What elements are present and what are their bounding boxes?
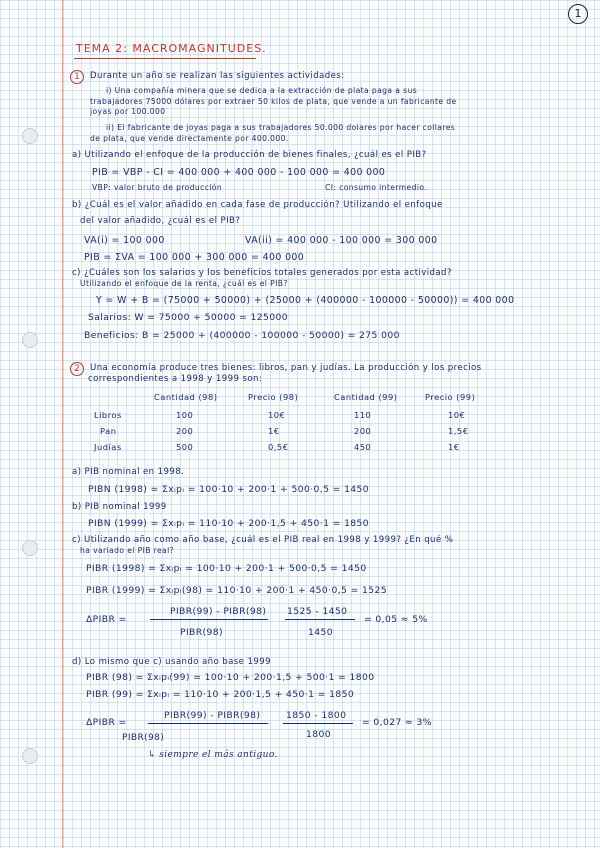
ex1-c-profits: Beneficios: B = 25000 + (400000 - 100000 - 50000) = 275 000 (84, 330, 400, 341)
table-cell: 450 (354, 442, 372, 452)
ex1-a-formula: PIB = VBP - CI = 400 000 + 400 000 - 100 000 = 400 000 (92, 167, 386, 178)
binder-hole (22, 128, 38, 144)
table-header: Cantidad (98) (154, 392, 218, 402)
table-cell: 0,5€ (268, 442, 289, 452)
ex2-a-formula: PIBN (1998) = Σxᵢpᵢ = 100·10 + 200·1 + 500·0,5 = 1450 (88, 484, 370, 495)
ex1-intro: Durante un año se realizan las siguientes actividades: (90, 71, 345, 81)
table-cell: 10€ (448, 410, 466, 420)
table-cell: 500 (176, 442, 194, 452)
ex2-c-growth-numerator-values: 1525 - 1450 (287, 606, 348, 617)
fraction-bar (148, 723, 268, 724)
table-row-label: Libros (94, 410, 122, 420)
table-cell: 10€ (268, 410, 286, 420)
ex1-a-question: a) Utilizando el enfoque de la producción de bienes finales, ¿cuál es el PIB? (72, 150, 427, 160)
binder-hole (22, 748, 38, 764)
page-title: TEMA 2: MACROMAGNITUDES. (76, 42, 267, 55)
ex1-b-question-2: del valor añadido, ¿cuál es el PIB? (80, 216, 241, 226)
ex1-a-vbp-def: VBP: valor bruto de producción (92, 183, 223, 192)
ex1-b-pib: PIB = ΣVA = 100 000 + 300 000 = 400 000 (84, 252, 305, 263)
ex1-c-question-1: c) ¿Cuáles son los salarios y los beneficios totales generados por esta actividad? (72, 268, 452, 278)
ex2-c-growth-denominator-values: 1450 (308, 627, 333, 638)
table-cell: 100 (176, 410, 194, 420)
fraction-bar (285, 619, 355, 620)
ex2-d-base-note: PIBR(98) (122, 733, 165, 743)
ex2-a-question: a) PIB nominal en 1998. (72, 467, 185, 477)
fraction-bar (150, 619, 268, 620)
ex1-b-question-1: b) ¿Cuál es el valor añadido en cada fase de producción? Utilizando el enfoque (72, 200, 443, 210)
ex1-c-salaries: Salarios: W = 75000 + 50000 = 125000 (88, 312, 289, 323)
ex2-d-growth-denominator-values: 1800 (306, 729, 331, 740)
ex2-d-growth-result: = 0,027 ≈ 3% (362, 717, 432, 728)
ex1-a-ci-def: CI: consumo intermedio. (325, 183, 428, 192)
ex2-d-question: d) Lo mismo que c) usando año base 1999 (72, 657, 271, 667)
ex1-i-line1: i) Una compañía minera que se dedica a la extracción de plata paga a sus (106, 86, 418, 95)
ex2-b-question: b) PIB nominal 1999 (72, 502, 167, 512)
ex1-b-va-ii: VA(ii) = 400 000 - 100 000 = 300 000 (245, 235, 438, 246)
exercise-2-number: 2 (70, 362, 84, 376)
ex2-d-note: ↳ siempre el más antiguo. (148, 750, 278, 760)
table-cell: 1€ (268, 426, 280, 436)
table-header: Precio (98) (248, 392, 299, 402)
ex1-i-line2: trabajadores 75000 dólares por extraer 50 kilos de plata, que vende a un fabricante de (90, 97, 457, 106)
title-underline (74, 58, 256, 59)
ex2-c-growth-denominator: PIBR(98) (180, 627, 223, 638)
ex2-c-question-2: ha variado el PIB real? (80, 546, 175, 555)
ex1-b-va-i: VA(i) = 100 000 (84, 235, 165, 246)
table-header: Precio (99) (425, 392, 476, 402)
page-number: 1 (568, 4, 588, 24)
binder-hole (22, 332, 38, 348)
ex2-d-growth-numerator-values: 1850 - 1800 (286, 710, 347, 721)
table-cell: 200 (176, 426, 194, 436)
margin-line (62, 0, 63, 848)
ex1-c-income-formula: Y = W + B = (75000 + 50000) + (25000 + (400000 - 100000 - 50000)) = 400 000 (96, 295, 515, 306)
ex2-c-growth-result: = 0,05 ≈ 5% (364, 614, 428, 625)
ex1-ii-line1: ii) El fabricante de joyas paga a sus trabajadores 50.000 dolares por hacer collares (106, 123, 456, 132)
table-cell: 110 (354, 410, 372, 420)
ex2-d-growth-label: ΔPIBR = (86, 717, 127, 728)
ex2-c-growth-numerator: PIBR(99) - PIBR(98) (170, 606, 267, 617)
table-row-label: Pan (100, 426, 117, 436)
table-cell: 200 (354, 426, 372, 436)
exercise-1-number: 1 (70, 70, 84, 84)
ex2-d-real-99: PIBR (99) = Σxᵢpᵢ = 110·10 + 200·1,5 + 450·1 = 1850 (86, 689, 355, 700)
ex2-intro-1: Una economía produce tres bienes: libros, pan y judías. La producción y los precios (90, 363, 482, 373)
ex2-d-growth-numerator: PIBR(99) - PIBR(98) (164, 710, 261, 721)
binder-hole (22, 540, 38, 556)
ex2-d-real-98: PIBR (98) = Σxᵢpᵢ(99) = 100·10 + 200·1,5 + 500·1 = 1800 (86, 672, 375, 683)
table-cell: 1,5€ (448, 426, 469, 436)
table-header: Cantidad (99) (334, 392, 398, 402)
ex1-ii-line2: de plata, que vende directamente por 400.000. (90, 134, 289, 143)
ex2-c-growth-label: ΔPIBR = (86, 614, 127, 625)
ex2-b-formula: PIBN (1999) = Σxᵢpᵢ = 110·10 + 200·1,5 + 450·1 = 1850 (88, 518, 370, 529)
ex2-intro-2: correspondientes a 1998 y 1999 son: (88, 374, 263, 384)
ex2-c-real-1998: PIBR (1998) = Σxᵢpᵢ = 100·10 + 200·1 + 500·0,5 = 1450 (86, 563, 367, 574)
table-row-label: Judías (94, 442, 122, 452)
ex1-i-line3: joyas por 100.000 (90, 107, 166, 116)
ex1-c-question-2: Utilizando el enfoque de la renta, ¿cuál es el PIB? (80, 279, 288, 288)
ex2-c-real-1999: PIBR (1999) = Σxᵢpᵢ(98) = 110·10 + 200·1 + 450·0,5 = 1525 (86, 585, 388, 596)
table-cell: 1€ (448, 442, 460, 452)
fraction-bar (283, 723, 353, 724)
ex2-c-question-1: c) Utilizando año como año base, ¿cuál es el PIB real en 1998 y 1999? ¿En qué % (72, 535, 454, 545)
